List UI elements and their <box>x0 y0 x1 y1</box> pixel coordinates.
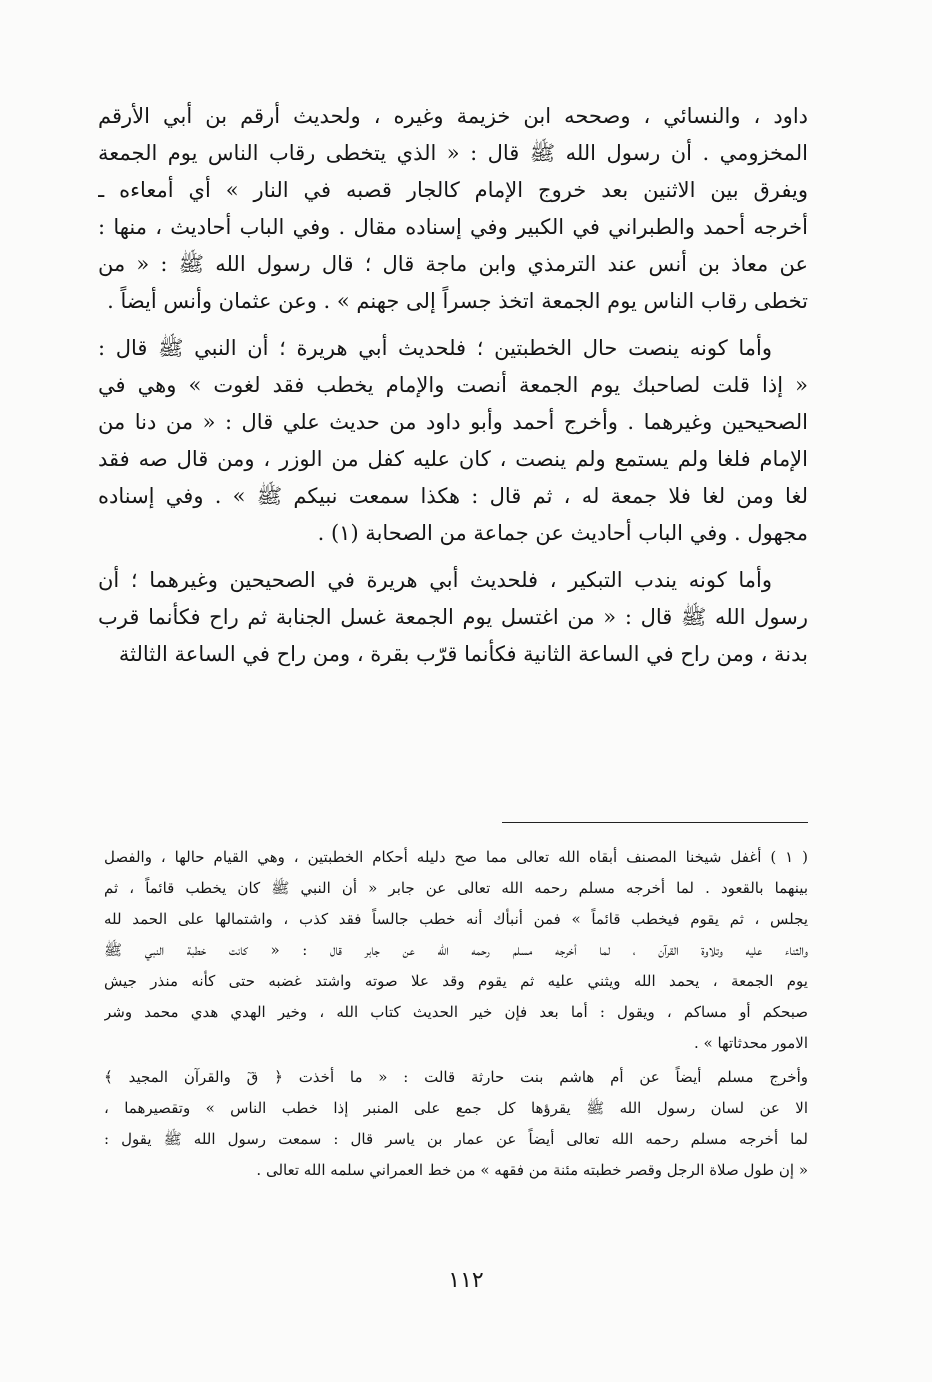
footnote-line: لما أخرجه مسلم رحمه الله تعالى أيضاً عن عمار بن ياسر قال : سمعت رسول الله ﷺ يقول : <box>104 1130 808 1148</box>
paragraph <box>98 330 808 552</box>
text-line: وأما كونه يندب التبكير ، فلحديث أبي هريرة في الصحيحين وغيرهما ؛ أن <box>98 568 772 592</box>
paragraph <box>98 562 808 673</box>
text-line: رسول الله ﷺ قال : « من اغتسل يوم الجمعة غسل الجنابة ثم راح فكأنما قرب <box>98 605 808 629</box>
footnote-line: « إن طول صلاة الرجل وقصر خطبته مئنة من فقهه » من خط العمراني سلمه الله تعالى . <box>256 1161 808 1179</box>
text-line: داود ، والنسائي ، وصححه ابن خزيمة وغيره ، ولحديث أرقم بن أبي الأرقم <box>98 104 808 128</box>
text-line: مجهول . وفي الباب أحاديث عن جماعة من الصحابة (١) . <box>317 521 808 545</box>
main-text <box>98 98 808 673</box>
footnote-line: الا عن لسان رسول الله ﷺ يقرؤها كل جمع على المنبر إذا خطب الناس » وتقصيرهما ، <box>104 1099 808 1117</box>
text-line: لغا ومن لغا فلا جمعة له ، ثم قال : هكذا سمعت نبيكم ﷺ » . وفي إسناده <box>98 484 808 508</box>
text-line: تخطى رقاب الناس يوم الجمعة اتخذ جسراً إلى جهنم » . وعن عثمان وأنس أيضاً . <box>107 289 808 313</box>
text-line: عن معاذ بن أنس عند الترمذي وابن ماجة قال ؛ قال رسول الله ﷺ : « من <box>98 252 808 276</box>
footnote-line: يوم الجمعة ، يحمد الله ويثني عليه ثم يقوم وقد علا صوته واشتد غضبه حتى كأنه منذر جيش <box>104 972 808 990</box>
text-line: بدنة ، ومن راح في الساعة الثانية فكأنما قرّب بقرة ، ومن راح في الساعة الثالثة <box>118 642 808 666</box>
text-line: « إذا قلت لصاحبك يوم الجمعة أنصت والإمام يخطب فقد لغوت » وهي في <box>98 373 808 397</box>
paragraph-gap <box>98 552 808 562</box>
paragraph-gap <box>98 320 808 330</box>
text-line: الإمام فلغا ولم يستمع ولم ينصت ، كان عليه كفل من الوزر ، ومن قال صه فقد <box>98 447 808 471</box>
footnote-separator <box>502 822 808 823</box>
paragraph <box>98 98 808 320</box>
footnote-line: ( ١ ) أغفل شيخنا المصنف أبقاه الله تعالى مما صح دليله أحكام الخطبتين ، وهي القيام حالها ، والفصل <box>104 848 808 866</box>
page-number: ١١٢ <box>448 1268 484 1293</box>
footnote-block <box>104 1062 808 1186</box>
footnote-line: الامور محدثاتها » . <box>694 1034 808 1052</box>
footnote-line: يجلس ، ثم يقوم فيخطب قائماً » فمن أنبأك أنه خطب جالساً فقد كذب ، واشتمالها على الحمد لله <box>104 910 808 928</box>
footnote-line: بينهما بالقعود . لما أخرجه مسلم رحمه الله تعالى عن جابر « أن النبي ﷺ كان يخطب قائماً ، ثم <box>104 879 808 897</box>
footnote-block <box>104 842 808 1059</box>
text-line: أخرجه أحمد والطبراني في الكبير وفي إسناده مقال . وفي الباب أحاديث ، منها : <box>98 215 808 239</box>
text-line: ويفرق بين الاثنين بعد خروج الإمام كالجار قصبه في النار » أي أمعاءه ـ <box>98 178 808 202</box>
footnotes <box>104 842 808 1186</box>
text-line: الصحيحين وغيرهما . وأخرج أحمد وأبو داود من حديث علي قال : « من دنا من <box>98 410 808 434</box>
text-line: وأما كونه ينصت حال الخطبتين ؛ فلحديث أبي هريرة ؛ أن النبي ﷺ قال : <box>98 336 772 360</box>
footnote-line: والثناء عليه وتلاوة القرآن ، لما أخرجه مسلم رحمه الله عن جابر قال : « كانت خطبة النبي ﷺ <box>104 941 808 959</box>
footnote-line: وأخرج مسلم أيضاً عن أم هاشم بنت حارثة قالت : « ما أخذت ﴿ قٓ والقرآن المجيد ﴾ <box>104 1068 808 1086</box>
text-line: المخزومي . أن رسول الله ﷺ قال : « الذي يتخطى رقاب الناس يوم الجمعة <box>98 141 808 165</box>
footnote-line: صبحكم أو مساكم ، ويقول : أما بعد فإن خير الحديث كتاب الله ، وخير الهدي هدي محمد وشر <box>104 1003 808 1021</box>
